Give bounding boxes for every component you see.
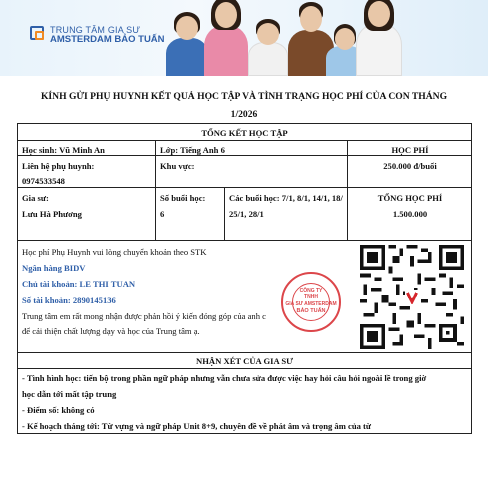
title-line2: 1/2026	[230, 109, 258, 120]
account-number: Số tài khoản: 2890145136	[22, 295, 116, 305]
stamp-line3: GIA SƯ AMSTERDAM	[285, 301, 337, 307]
student-name: Học sinh: Vũ Minh An	[22, 145, 105, 155]
brand-line1: TRUNG TÂM GIA SƯ	[50, 25, 141, 35]
banner-people-photo	[160, 4, 460, 76]
class-name: Lớp: Tiếng Anh 6	[160, 145, 225, 155]
bank-name: Ngân hàng BIDV	[22, 263, 86, 273]
area-label: Khu vực:	[160, 161, 195, 171]
review-score: - Điểm số: không có	[22, 405, 95, 415]
feedback-line2: để cải thiện chất lượng dạy và học của Trung tâm ạ.	[22, 326, 200, 336]
sessions-count: 6	[160, 209, 165, 219]
stamp-line2: TNHH	[304, 294, 318, 300]
payment-qr-code	[360, 245, 464, 349]
tutor-label: Gia sư:	[22, 193, 49, 203]
fee-per-session: 250.000 đ/buổi	[383, 161, 437, 171]
stamp-line4: BẢO TUẤN	[296, 308, 326, 314]
company-stamp	[281, 272, 341, 332]
review-progress-line2: học dẫn tới mất tập trung	[22, 389, 117, 399]
parent-phone: 0974533548	[22, 176, 65, 186]
feedback-line1: Trung tâm em rất mong nhận được phản hồi ý kiến đóng góp của anh c	[22, 311, 266, 321]
summary-header: TỔNG KẾT HỌC TẬP	[201, 128, 288, 138]
page-title	[0, 88, 488, 124]
payment-intro: Học phí Phụ Huynh vui lòng chuyển khoản theo STK	[22, 247, 207, 257]
account-holder: Chủ tài khoản: LE THI TUAN	[22, 279, 136, 289]
stamp-line1: CÔNG TY	[299, 288, 323, 294]
total-fee-label: TỔNG HỌC PHÍ	[377, 193, 443, 203]
header-banner	[0, 0, 488, 76]
session-dates-line2: 25/1, 28/1	[229, 209, 264, 219]
title-line1: KÍNH GỬI PHỤ HUYNH KẾT QUẢ HỌC TẬP VÀ TÌNH TRẠNG HỌC PHÍ CỦA CON THÁNG	[40, 91, 448, 102]
fee-label: HỌC PHÍ	[391, 145, 429, 155]
review-next-plan: - Kế hoạch tháng tới: Từ vựng và ngữ pháp Unit 8+9, chuyên đề về phát âm và trọng âm của từ	[22, 421, 372, 431]
brand-name	[50, 26, 165, 45]
total-fee-value: 1.500.000	[392, 209, 428, 219]
session-dates-line1: Các buổi học: 7/1, 8/1, 14/1, 18/	[229, 193, 343, 203]
parent-contact-label: Liên hệ phụ huynh:	[22, 161, 95, 171]
tutor-name: Lưu Hà Phương	[22, 209, 82, 219]
report-table	[17, 123, 472, 434]
review-header: NHẬN XÉT CỦA GIA SƯ	[196, 356, 293, 366]
brand-logo-icon	[30, 26, 44, 40]
review-progress-line1: - Tình hình học: tiến bộ trong phần ngữ pháp nhưng vẫn chưa sửa được việc hay hỏi câu hỏi ngoài lề trong giờ	[22, 373, 427, 383]
sessions-label: Số buổi học:	[160, 193, 206, 203]
brand-line2: AMSTERDAM BẢO TUẤN	[50, 34, 165, 46]
